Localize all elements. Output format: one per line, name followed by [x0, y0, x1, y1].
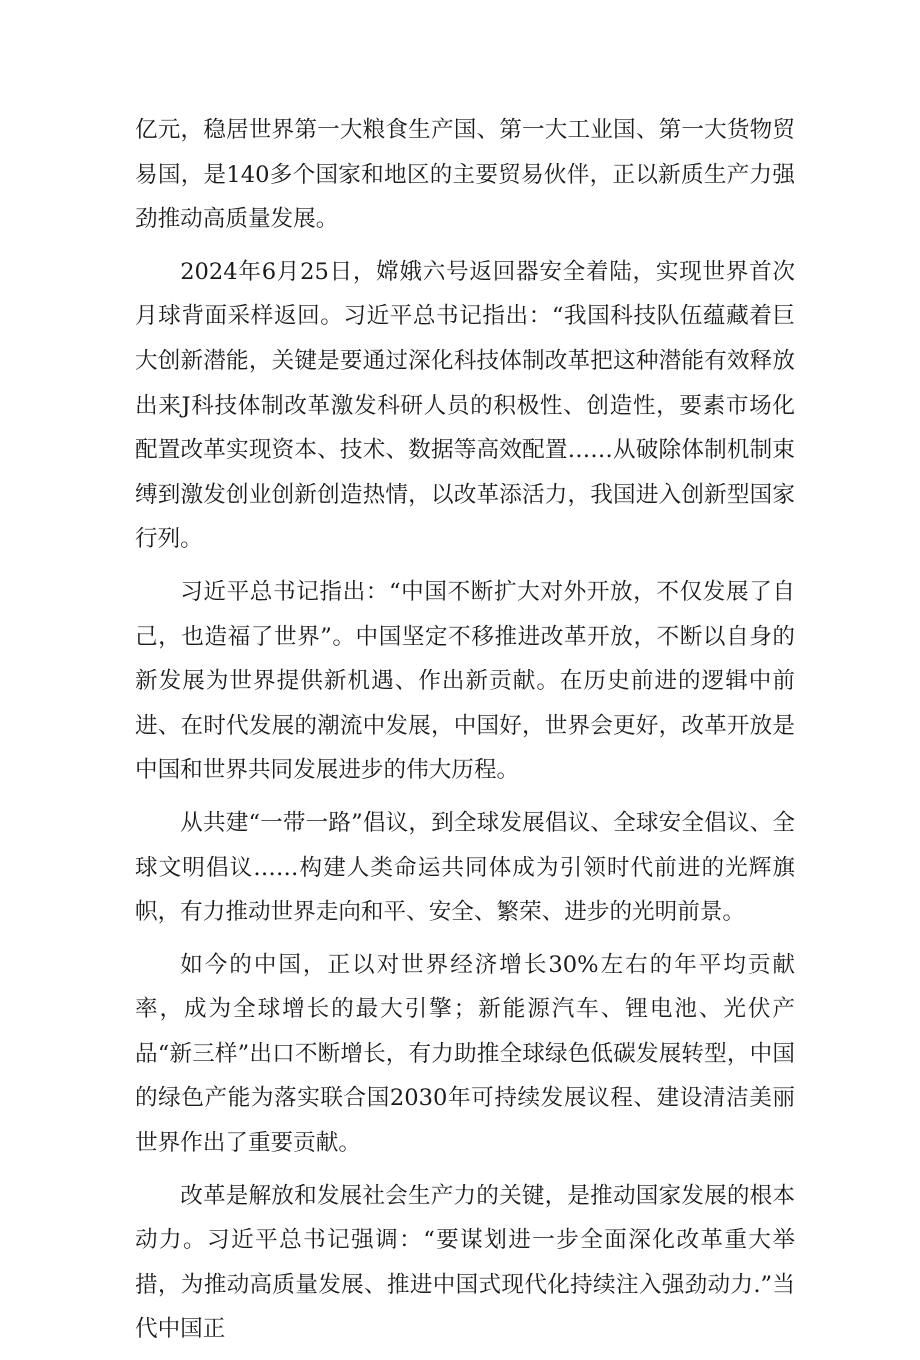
paragraph-belt-and-road: 从共建“一带一路”倡议，到全球发展倡议、全球安全倡议、全球文明倡议……构建人类命运共同体成为引领时代前进的光辉旗帜，有力推动世界走向和平、安全、繁荣、进步的光明前景。 [135, 809, 795, 926]
paragraph-global-growth: 如今的中国，正以对世界经济增长30%左右的年平均贡献率，成为全球增长的最大引擎；新能源汽车、锂电池、光伏产品“新三样”出口不断增长，有力助推全球绿色低碳发展转型，中国的绿色产能为落实联合国2030年可持续发展议程、建设清洁美丽世界作出了重要贡献。 [135, 951, 795, 1157]
paragraph-chang-e-six: 2024年6月25日，嫦娥六号返回器安全着陆，实现世界首次月球背面采样返回。习近平总书记指出：“我国科技队伍蕴藏着巨大创新潜能，关键是要通过深化科技体制改革把这种潜能有效释放出来J科技体制改革激发科研人员的积极性、创造性，要素市场化配置改革实现资本、技术、数据等高效配置……从破除体制机制束缚到激发创业创新创造热情，以改革添活力，我国进入创新型国家行列。 [135, 258, 795, 553]
paragraph-continued: 亿元，稳居世界第一大粮食生产国、第一大工业国、第一大货物贸易国，是140多个国家和地区的主要贸易伙伴，正以新质生产力强劲推动高质量发展。 [135, 117, 795, 233]
paragraph-reform: 改革是解放和发展社会生产力的关键，是推动国家发展的根本动力。习近平总书记强调：“要谋划进一步全面深化改革重大举措，为推动高质量发展、推进中国式现代化持续注入强劲动力.”当代中国正 [135, 1182, 795, 1343]
paragraph-opening-up: 习近平总书记指出：“中国不断扩大对外开放，不仅发展了自己，也造福了世界”。中国坚定不移推进改革开放，不断以自身的新发展为世界提供新机遇、作出新贡献。在历史前进的逻辑中前进、在时代发展的潮流中发展，中国好，世界会更好，改革开放是中国和世界共同发展进步的伟大历程。 [135, 578, 795, 784]
article-body [135, 108, 795, 1360]
